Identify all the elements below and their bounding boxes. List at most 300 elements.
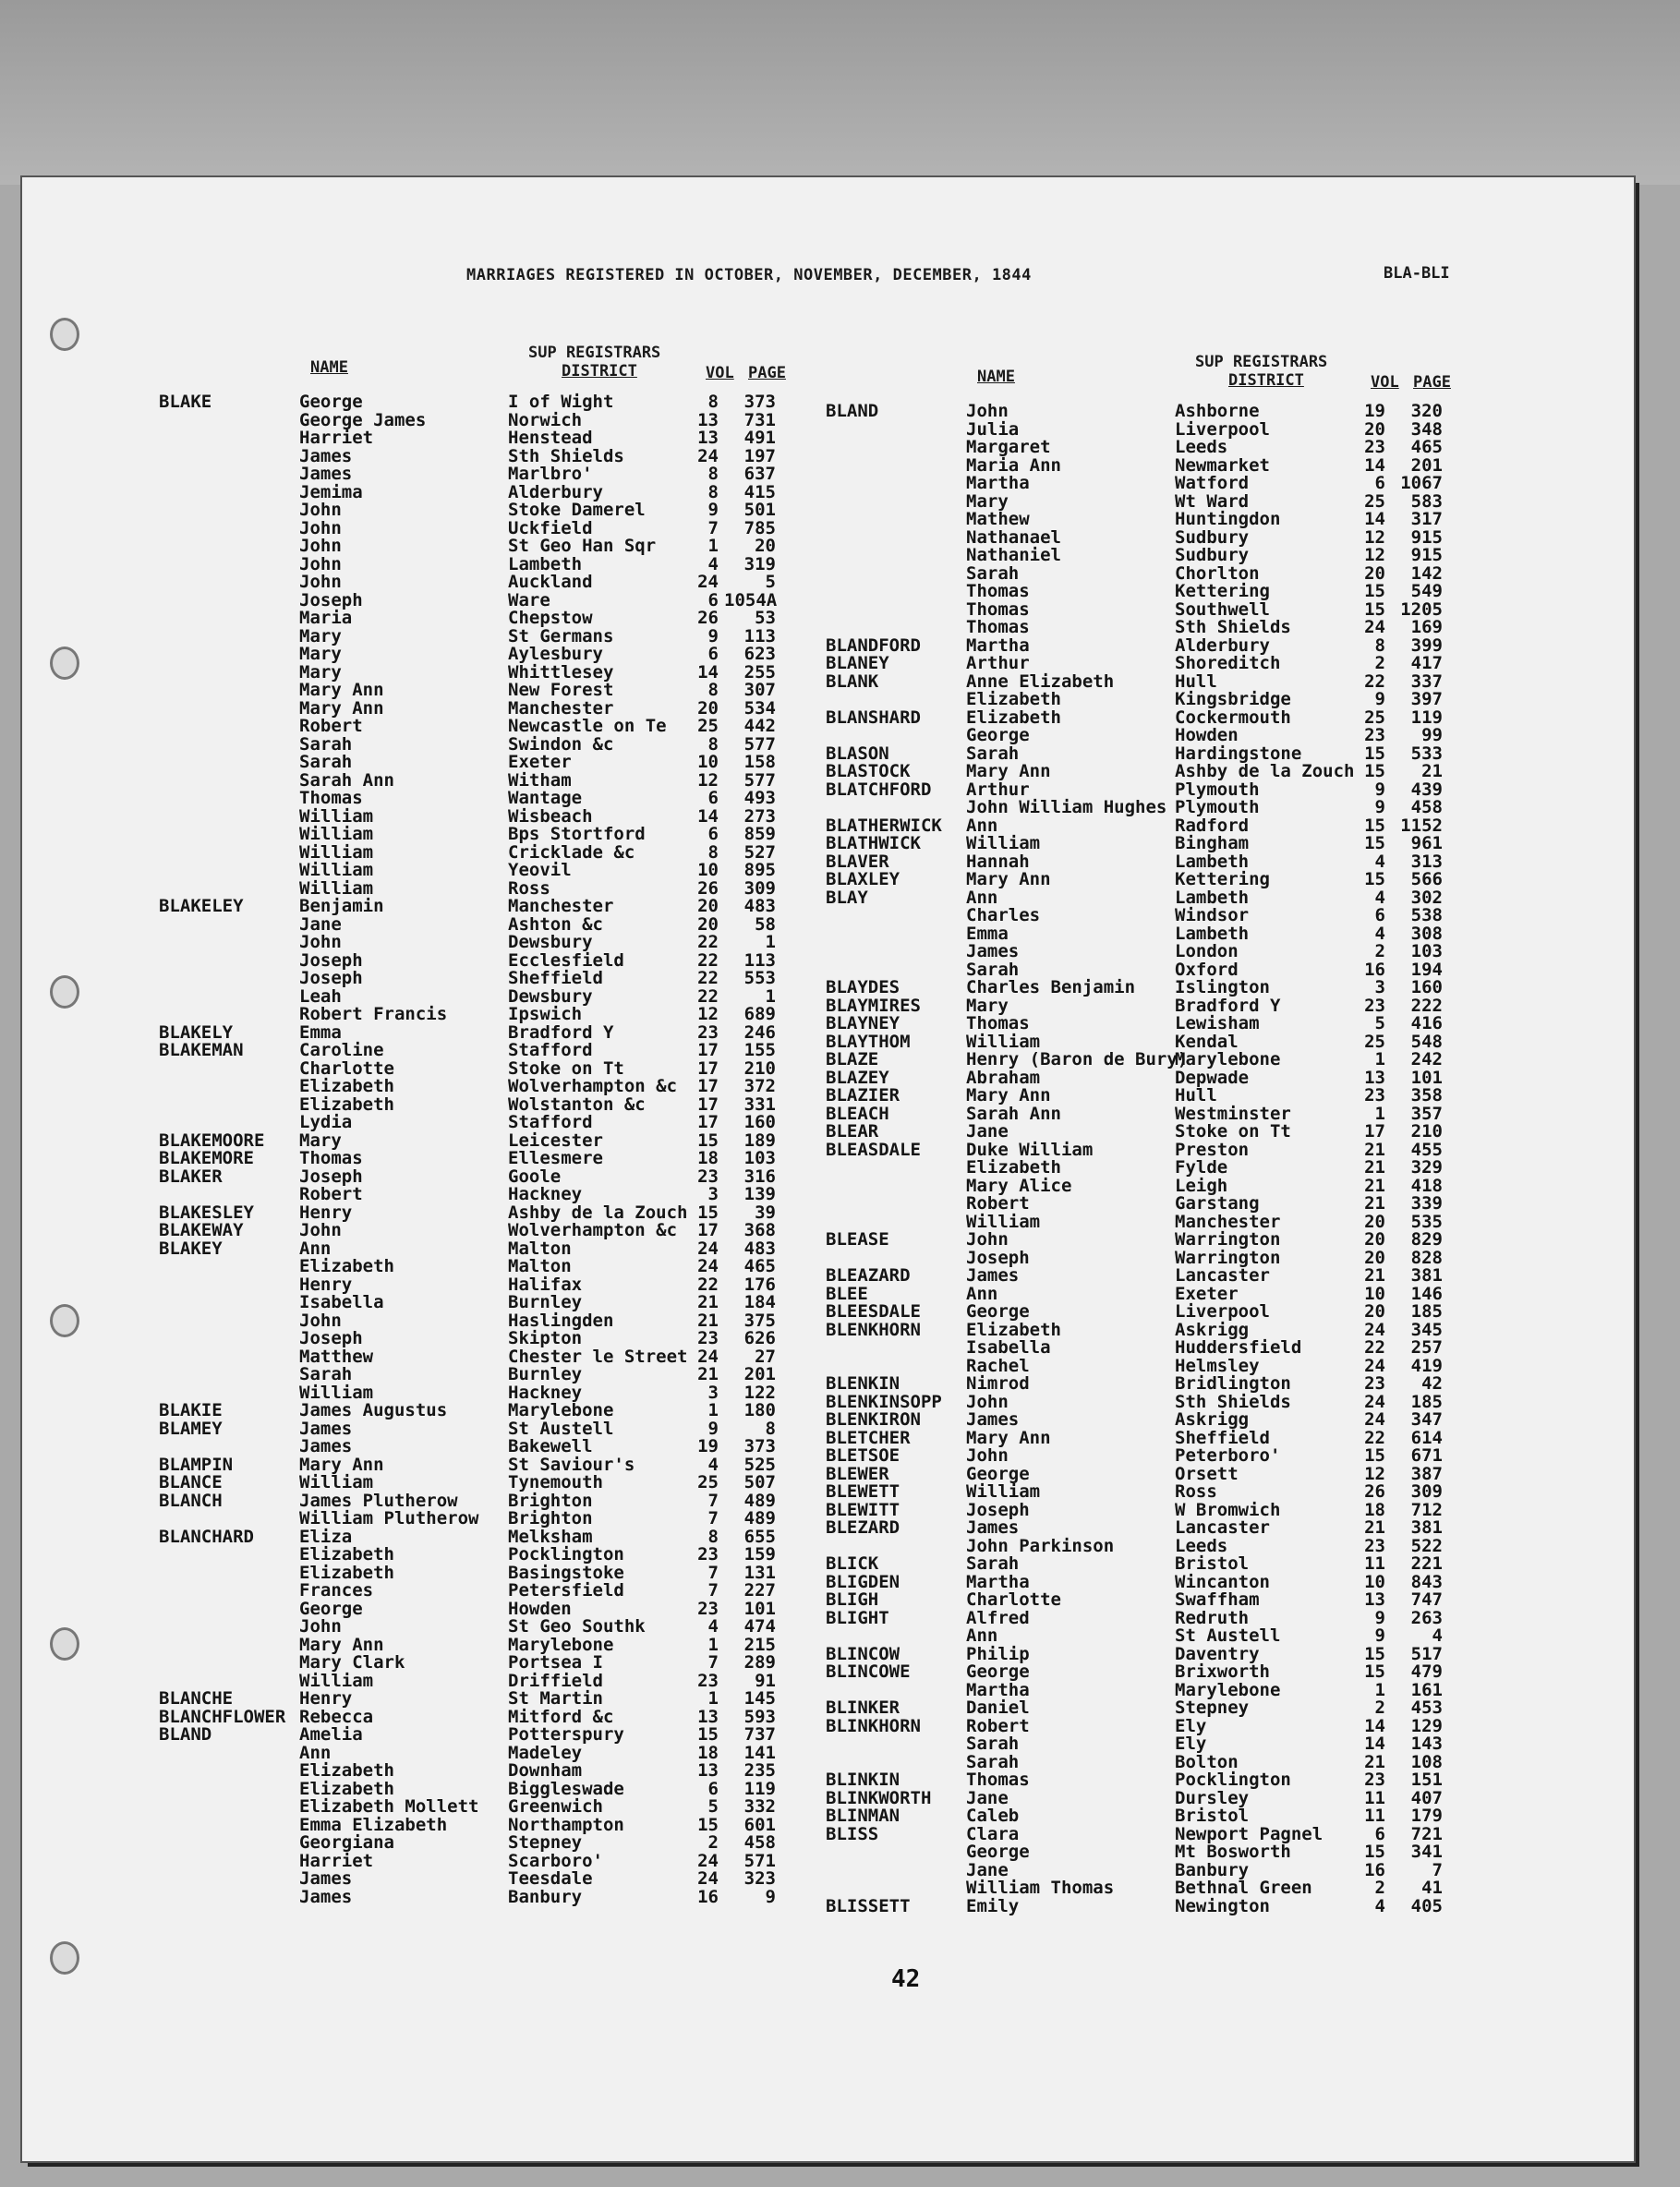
page-cell: 4	[1432, 1625, 1443, 1646]
volume-cell: 9	[1374, 779, 1385, 800]
volume-cell: 23	[697, 1544, 719, 1565]
volume-cell: 24	[697, 1868, 719, 1889]
page-cell: 7	[1432, 1859, 1443, 1880]
forename-cell: Henry	[299, 1274, 353, 1295]
forename-cell: Mary	[966, 995, 1009, 1016]
surname-cell: BLENKIRON	[826, 1409, 921, 1430]
forename-cell: Elizabeth Mollett	[299, 1796, 479, 1817]
page-cell: 626	[743, 1328, 776, 1348]
district-cell: Uckfield	[508, 517, 593, 538]
district-cell: Halifax	[508, 1274, 583, 1295]
forename-cell: Abraham	[966, 1067, 1041, 1088]
volume-cell: 17	[697, 1220, 719, 1240]
page-cell: 368	[743, 1220, 776, 1240]
binder-hole	[50, 1627, 79, 1661]
district-cell: Bakewell	[508, 1436, 593, 1456]
page-cell: 189	[743, 1130, 776, 1151]
district-cell: Exeter	[508, 752, 572, 772]
right-district-header-line1: SUP REGISTRARS	[1195, 353, 1328, 371]
district-cell: Henstead	[508, 428, 593, 448]
page-cell: 210	[743, 1057, 776, 1079]
surname-cell: BLANCE	[159, 1472, 223, 1492]
left-name-header: NAME	[310, 358, 348, 377]
volume-cell: 1	[707, 1634, 719, 1655]
forename-cell: Thomas	[966, 598, 1030, 620]
surname-cell: BLEWETT	[826, 1481, 900, 1502]
page-cell: 103	[1410, 941, 1443, 961]
page-cell: 222	[1410, 995, 1443, 1016]
forename-cell: Mary	[299, 661, 342, 683]
index-range: BLA-BLI	[1384, 264, 1450, 283]
forename-cell: George	[299, 392, 363, 412]
volume-cell: 16	[1364, 959, 1385, 980]
page-cell: 373	[743, 1436, 776, 1456]
page-cell: 474	[743, 1616, 776, 1637]
volume-cell: 7	[707, 1490, 719, 1511]
page-cell: 358	[1410, 1085, 1443, 1106]
district-cell: Bridlington	[1175, 1373, 1291, 1394]
forename-cell: Ann	[299, 1742, 332, 1763]
page-cell: 439	[1410, 779, 1443, 800]
district-cell: Brighton	[508, 1490, 593, 1511]
district-cell: Warrington	[1175, 1247, 1281, 1268]
district-cell: Bolton	[1175, 1751, 1239, 1772]
page-cell: 534	[743, 697, 776, 719]
district-cell: Sth Shields	[508, 445, 624, 466]
volume-cell: 23	[697, 1328, 719, 1348]
volume-cell: 20	[1364, 418, 1385, 440]
volume-cell: 15	[1364, 815, 1385, 836]
volume-cell: 18	[697, 1148, 719, 1168]
surname-cell: BLIGHT	[826, 1607, 889, 1628]
volume-cell: 13	[1364, 1067, 1385, 1088]
district-cell: Depwade	[1175, 1067, 1250, 1088]
page-cell: 319	[743, 553, 776, 574]
volume-cell: 15	[697, 1724, 719, 1745]
page-cell: 483	[743, 1238, 776, 1259]
district-cell: Ellesmere	[508, 1148, 603, 1168]
surname-cell: BLAKEWAY	[159, 1220, 244, 1240]
page-cell: 915	[1410, 526, 1443, 548]
district-cell: Basingstoke	[508, 1562, 624, 1583]
district-cell: Sth Shields	[1175, 617, 1291, 637]
forename-cell: Elizabeth	[966, 689, 1061, 709]
forename-cell: Joseph	[299, 968, 363, 988]
surname-cell: BLAKER	[159, 1166, 223, 1187]
district-cell: Norwich	[508, 409, 583, 430]
forename-cell: Maria Ann	[966, 454, 1061, 476]
page-cell: 103	[743, 1148, 776, 1168]
volume-cell: 22	[1364, 671, 1385, 692]
page-cell: 210	[1410, 1121, 1443, 1142]
volume-cell: 6	[707, 1778, 719, 1799]
page-cell: 525	[743, 1454, 776, 1475]
district-cell: Whittlesey	[508, 661, 614, 683]
surname-cell: BLINCOW	[826, 1643, 900, 1664]
volume-cell: 15	[1364, 581, 1385, 601]
district-cell: St Austell	[508, 1418, 614, 1439]
forename-cell: John Parkinson	[966, 1535, 1115, 1556]
forename-cell: Sarah	[299, 733, 353, 755]
district-cell: Ely	[1175, 1715, 1207, 1736]
district-cell: Marylebone	[1175, 1049, 1281, 1069]
surname-cell: BLEASDALE	[826, 1139, 921, 1160]
volume-cell: 15	[1364, 869, 1385, 889]
page-cell: 8	[765, 1418, 776, 1439]
district-cell: Aylesbury	[508, 644, 603, 664]
forename-cell: Robert Francis	[299, 1004, 448, 1024]
surname-cell: BLAND	[826, 401, 879, 421]
forename-cell: George James	[299, 409, 427, 430]
surname-cell: BLINKIN	[826, 1770, 900, 1790]
volume-cell: 22	[697, 968, 719, 988]
page-cell: 637	[743, 464, 776, 484]
volume-cell: 6	[707, 788, 719, 808]
forename-cell: Margaret	[966, 437, 1051, 457]
surname-cell: BLISS	[826, 1823, 879, 1844]
district-cell: Ipswich	[508, 1004, 583, 1024]
forename-cell: William	[966, 1211, 1041, 1232]
volume-cell: 8	[707, 1526, 719, 1547]
district-cell: Pocklington	[508, 1544, 624, 1565]
forename-cell: John	[299, 1616, 342, 1637]
forename-cell: Sarah	[966, 1751, 1020, 1772]
forename-cell: Mary Ann	[299, 1634, 384, 1655]
surname-cell: BLEAZARD	[826, 1265, 911, 1286]
district-cell: Madeley	[508, 1742, 583, 1763]
forename-cell: John	[299, 1220, 342, 1240]
page-cell: 39	[755, 1202, 776, 1223]
district-cell: St Geo Han Sqr	[508, 536, 657, 556]
forename-cell: William	[299, 877, 374, 899]
volume-cell: 10	[1364, 1283, 1385, 1304]
district-cell: Wantage	[508, 788, 583, 808]
page-cell: 201	[1410, 454, 1443, 476]
forename-cell: Caleb	[966, 1806, 1020, 1826]
district-cell: Dewsbury	[508, 932, 593, 952]
surname-cell: BLINCOWE	[826, 1661, 911, 1682]
forename-cell: Jane	[966, 1787, 1009, 1808]
page-cell: 577	[743, 733, 776, 755]
district-cell: Melksham	[508, 1526, 593, 1547]
volume-cell: 23	[697, 1021, 719, 1043]
page-cell: 27	[755, 1346, 776, 1367]
page-cell: 535	[1410, 1211, 1443, 1232]
page-cell: 337	[1410, 671, 1443, 692]
forename-cell: William	[299, 824, 374, 844]
district-cell: St Geo Southk	[508, 1616, 646, 1637]
volume-cell: 25	[1364, 1031, 1385, 1052]
page-cell: 313	[1410, 851, 1443, 872]
volume-cell: 24	[1364, 1319, 1385, 1340]
page-cell: 180	[743, 1400, 776, 1420]
page-cell: 42	[1421, 1373, 1443, 1394]
page-cell: 145	[743, 1688, 776, 1709]
forename-cell: Elizabeth	[299, 1562, 394, 1583]
forename-cell: James	[966, 941, 1020, 961]
district-cell: Askrigg	[1175, 1409, 1250, 1430]
forename-cell: Sarah	[966, 562, 1020, 584]
forename-cell: Nimrod	[966, 1373, 1030, 1394]
page-cell: 323	[743, 1868, 776, 1889]
page-cell: 1152	[1400, 815, 1443, 836]
surname-cell: BLAKEMAN	[159, 1040, 244, 1060]
surname-cell: BLEE	[826, 1283, 868, 1304]
district-cell: Newmarket	[1175, 454, 1270, 476]
page-cell: 160	[743, 1112, 776, 1132]
district-cell: Ecclesfield	[508, 949, 624, 971]
surname-cell: BLAKEMORE	[159, 1148, 254, 1168]
forename-cell: Hannah	[966, 851, 1030, 872]
district-cell: Helmsley	[1175, 1355, 1260, 1376]
page-cell: 1	[765, 985, 776, 1007]
volume-cell: 8	[707, 481, 719, 502]
forename-cell: Emma Elizabeth	[299, 1814, 448, 1835]
forename-cell: John	[299, 572, 342, 592]
page-cell: 307	[743, 680, 776, 700]
district-cell: Southwell	[1175, 598, 1270, 620]
page-cell: 339	[1410, 1193, 1443, 1214]
page-cell: 142	[1410, 562, 1443, 584]
surname-cell: BLANCHFLOWER	[159, 1706, 286, 1727]
district-cell: Brixworth	[1175, 1661, 1270, 1682]
district-cell: Bps Stortford	[508, 824, 646, 844]
volume-cell: 25	[1364, 490, 1385, 512]
volume-cell: 11	[1364, 1787, 1385, 1808]
district-cell: Fylde	[1175, 1157, 1228, 1178]
district-cell: Leeds	[1175, 437, 1228, 457]
forename-cell: Elizabeth	[299, 1076, 394, 1096]
district-cell: Ross	[508, 877, 550, 899]
forename-cell: Robert	[966, 1193, 1030, 1214]
volume-cell: 24	[697, 1346, 719, 1367]
district-cell: Warrington	[1175, 1229, 1281, 1250]
page-cell: 417	[1410, 653, 1443, 673]
district-cell: Wisbeach	[508, 805, 593, 827]
volume-cell: 3	[707, 1184, 719, 1204]
district-cell: Stoke on Tt	[508, 1057, 624, 1079]
volume-cell: 25	[697, 716, 719, 736]
forename-cell: William	[299, 1472, 374, 1492]
forename-cell: Elizabeth	[299, 1544, 394, 1565]
volume-cell: 17	[697, 1040, 719, 1060]
district-cell: Huntingdon	[1175, 509, 1281, 529]
district-cell: Leeds	[1175, 1535, 1228, 1556]
district-cell: Ross	[1175, 1481, 1217, 1502]
page-cell: 302	[1410, 887, 1443, 908]
surname-cell: BLANCHARD	[159, 1526, 254, 1547]
page-cell: 583	[1410, 490, 1443, 512]
forename-cell: William	[966, 833, 1041, 853]
forename-cell: Matthew	[299, 1346, 374, 1367]
forename-cell: Daniel	[966, 1698, 1030, 1718]
page-cell: 331	[743, 1094, 776, 1115]
page-cell: 381	[1410, 1517, 1443, 1538]
district-cell: Lancaster	[1175, 1265, 1270, 1286]
district-cell: Sheffield	[1175, 1427, 1270, 1448]
district-cell: Lambeth	[1175, 887, 1250, 908]
page-cell: 41	[1421, 1878, 1443, 1898]
volume-cell: 5	[1374, 1013, 1385, 1033]
page-cell: 242	[1410, 1049, 1443, 1069]
district-cell: Cricklade &c	[508, 841, 635, 863]
district-cell: Petersfield	[508, 1580, 624, 1601]
forename-cell: William Plutherow	[299, 1508, 479, 1528]
district-cell: Stafford	[508, 1040, 593, 1060]
forename-cell: Rebecca	[299, 1706, 374, 1727]
forename-cell: Maria	[299, 608, 353, 628]
page-cell: 465	[743, 1256, 776, 1276]
volume-cell: 15	[1364, 1643, 1385, 1664]
surname-cell: BLANCH	[159, 1490, 223, 1511]
forename-cell: Isabella	[966, 1337, 1051, 1358]
right-name-header: NAME	[977, 368, 1015, 386]
volume-cell: 7	[707, 1580, 719, 1601]
volume-cell: 26	[697, 608, 719, 628]
forename-cell: Mary	[299, 644, 342, 664]
surname-cell: BLAY	[826, 887, 868, 908]
page-cell: 373	[743, 392, 776, 412]
page-cell: 347	[1410, 1409, 1443, 1430]
district-cell: Pocklington	[1175, 1770, 1291, 1790]
volume-cell: 12	[697, 1004, 719, 1024]
district-cell: Leicester	[508, 1130, 603, 1151]
forename-cell: Arthur	[966, 653, 1030, 673]
page-cell: 273	[743, 805, 776, 827]
surname-cell: BLAYMIRES	[826, 995, 921, 1016]
page-cell: 194	[1410, 959, 1443, 980]
forename-cell: Elizabeth	[299, 1094, 394, 1115]
page-cell: 309	[1410, 1481, 1443, 1502]
volume-cell: 21	[1364, 1175, 1385, 1196]
page-cell: 453	[1410, 1698, 1443, 1718]
page-cell: 101	[1410, 1067, 1443, 1088]
page-cell: 91	[755, 1670, 776, 1691]
page-cell: 785	[743, 517, 776, 538]
surname-cell: BLAKEMOORE	[159, 1130, 265, 1151]
volume-cell: 8	[1374, 634, 1385, 656]
volume-cell: 17	[697, 1112, 719, 1132]
forename-cell: Robert	[966, 1715, 1030, 1736]
page-cell: 255	[743, 661, 776, 683]
volume-cell: 10	[697, 860, 719, 880]
surname-cell: BLASTOCK	[826, 761, 911, 781]
page-cell: 20	[755, 536, 776, 556]
page-cell: 119	[743, 1778, 776, 1799]
forename-cell: Ann	[966, 887, 998, 908]
page-cell: 489	[743, 1508, 776, 1528]
volume-cell: 9	[707, 1418, 719, 1439]
page-cell: 455	[1410, 1139, 1443, 1160]
volume-cell: 21	[1364, 1193, 1385, 1214]
volume-cell: 14	[697, 661, 719, 683]
binder-hole	[50, 975, 79, 1009]
district-cell: Howden	[508, 1598, 572, 1619]
volume-cell: 18	[697, 1742, 719, 1763]
volume-cell: 9	[707, 625, 719, 646]
district-cell: Lambeth	[1175, 851, 1250, 872]
left-district-header-line2: DISTRICT	[562, 362, 637, 381]
volume-cell: 25	[1364, 707, 1385, 728]
district-cell: Exeter	[1175, 1283, 1239, 1304]
district-cell: Peterboro'	[1175, 1445, 1281, 1466]
surname-cell: BLEWITT	[826, 1499, 900, 1520]
surname-cell: BLAZIER	[826, 1085, 900, 1106]
forename-cell: Harriet	[299, 428, 374, 448]
volume-cell: 23	[1364, 725, 1385, 745]
volume-cell: 20	[697, 896, 719, 916]
scan-top-background	[0, 0, 1680, 185]
volume-cell: 7	[707, 1508, 719, 1528]
surname-cell: BLAXLEY	[826, 869, 900, 889]
district-cell: Bristol	[1175, 1553, 1250, 1574]
forename-cell: Lydia	[299, 1112, 353, 1132]
volume-cell: 15	[1364, 743, 1385, 764]
page-cell: 1067	[1400, 473, 1443, 493]
page-cell: 185	[1410, 1301, 1443, 1322]
surname-cell: BLAZEY	[826, 1067, 889, 1088]
surname-cell: BLAVER	[826, 851, 889, 872]
page-cell: 176	[743, 1274, 776, 1295]
volume-cell: 15	[697, 1814, 719, 1835]
district-cell: Chorlton	[1175, 562, 1260, 584]
volume-cell: 4	[1374, 1895, 1385, 1916]
district-cell: Stafford	[508, 1112, 593, 1132]
surname-cell: BLAYNEY	[826, 1013, 900, 1033]
page-cell: 418	[1410, 1175, 1443, 1196]
forename-cell: Elizabeth	[966, 1157, 1061, 1178]
surname-cell: BLETSOE	[826, 1445, 900, 1466]
volume-cell: 11	[1364, 1553, 1385, 1574]
district-cell: Wolstanton &c	[508, 1094, 646, 1115]
volume-cell: 15	[1364, 833, 1385, 853]
page-cell: 146	[1410, 1283, 1443, 1304]
page-cell: 53	[755, 608, 776, 628]
volume-cell: 3	[1374, 977, 1385, 997]
volume-cell: 20	[1364, 1211, 1385, 1232]
volume-cell: 24	[697, 1256, 719, 1276]
district-cell: Burnley	[508, 1292, 583, 1312]
surname-cell: BLASON	[826, 743, 889, 764]
page-cell: 397	[1410, 689, 1443, 709]
forename-cell: John	[966, 1229, 1009, 1250]
volume-cell: 22	[697, 949, 719, 971]
page-cell: 961	[1410, 833, 1443, 853]
volume-cell: 5	[707, 1796, 719, 1817]
district-cell: Askrigg	[1175, 1319, 1250, 1340]
page-cell: 184	[743, 1292, 776, 1312]
volume-cell: 22	[1364, 1337, 1385, 1358]
forename-cell: Martha	[966, 1571, 1030, 1592]
page-cell: 375	[743, 1310, 776, 1331]
page-cell: 101	[743, 1598, 776, 1619]
page-cell: 655	[743, 1526, 776, 1547]
volume-cell: 4	[1374, 887, 1385, 908]
forename-cell: Thomas	[966, 617, 1030, 637]
district-cell: Ashby de la Zouch	[508, 1202, 688, 1223]
district-cell: I of Wight	[508, 392, 614, 412]
district-cell: Skipton	[508, 1328, 583, 1348]
volume-cell: 20	[1364, 1229, 1385, 1250]
page-cell: 549	[1410, 581, 1443, 601]
district-cell: Yeovil	[508, 860, 572, 880]
page-cell: 747	[1410, 1589, 1443, 1610]
district-cell: Marylebone	[508, 1400, 614, 1420]
volume-cell: 21	[1364, 1517, 1385, 1538]
left-district-header-line1: SUP REGISTRARS	[528, 344, 661, 362]
page-cell: 491	[743, 428, 776, 448]
page-cell: 329	[1410, 1157, 1443, 1178]
